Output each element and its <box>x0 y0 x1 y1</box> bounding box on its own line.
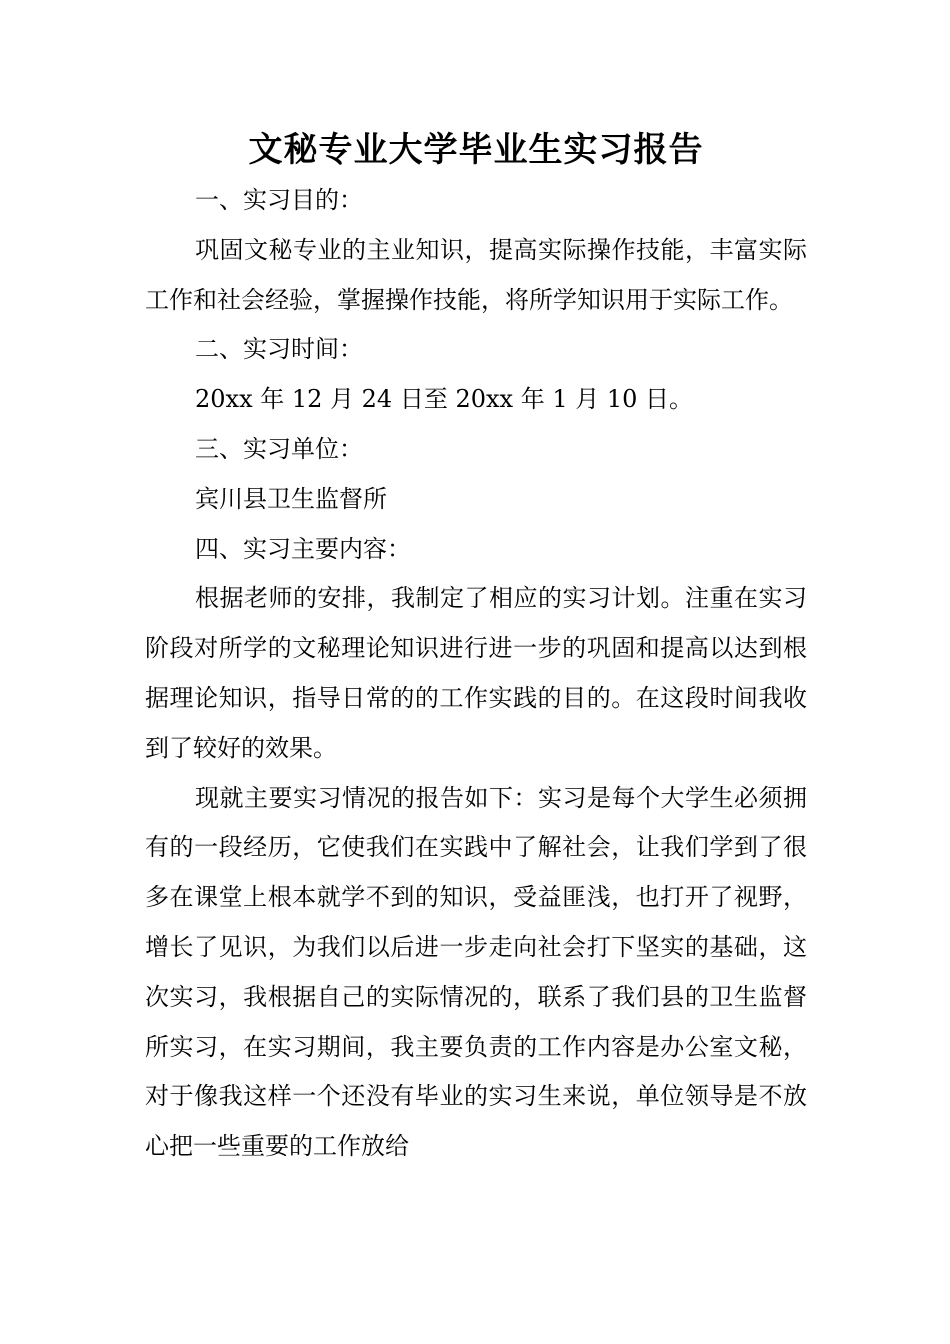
section-content-heading: 四、实习主要内容： <box>195 534 411 563</box>
section-time-text: 20xx 年 12 月 24 日至 20xx 年 1 月 10 日。 <box>195 385 694 414</box>
section-unit-text: 宾川县卫生监督所 <box>195 484 387 513</box>
document-page <box>145 126 807 1172</box>
section-content-paragraph-1: 根据老师的安排，我制定了相应的实习计划。注重在实习阶段对所学的文秘理论知识进行进一步的巩固和提高以达到根据理论知识，指导日常的的工作实践的目的。在这段时间我收到了较好的效果。 <box>145 584 807 762</box>
section-purpose-heading: 一、实习目的： <box>195 186 363 214</box>
section-time-heading: 二、实习时间： <box>195 335 363 364</box>
section-purpose-text: 巩固文秘专业的主业知识，提高实际操作技能，丰富实际工作和社会经验，掌握操作技能，将所学知识用于实际工作。 <box>145 235 807 314</box>
section-unit-heading: 三、实习单位： <box>195 434 363 463</box>
section-content-paragraph-2: 现就主要实习情况的报告如下：实习是每个大学生必须拥有的一段经历，它使我们在实践中了解社会，让我们学到了很多在课堂上根本就学不到的知识，受益匪浅，也打开了视野，增长了见识，为我们以后进一步走向社会打下坚实的基础，这次实习，我根据自己的实际情况的，联系了我们县的卫生监督所实习，在实习期间，我主要负责的工作内容是办公室文秘，对于像我这样一个还没有毕业的实习生来说，单位领导是不放心把一些重要的工作放给 <box>145 783 807 1161</box>
document-title: 文秘专业大学毕业生实习报告 <box>248 130 704 170</box>
